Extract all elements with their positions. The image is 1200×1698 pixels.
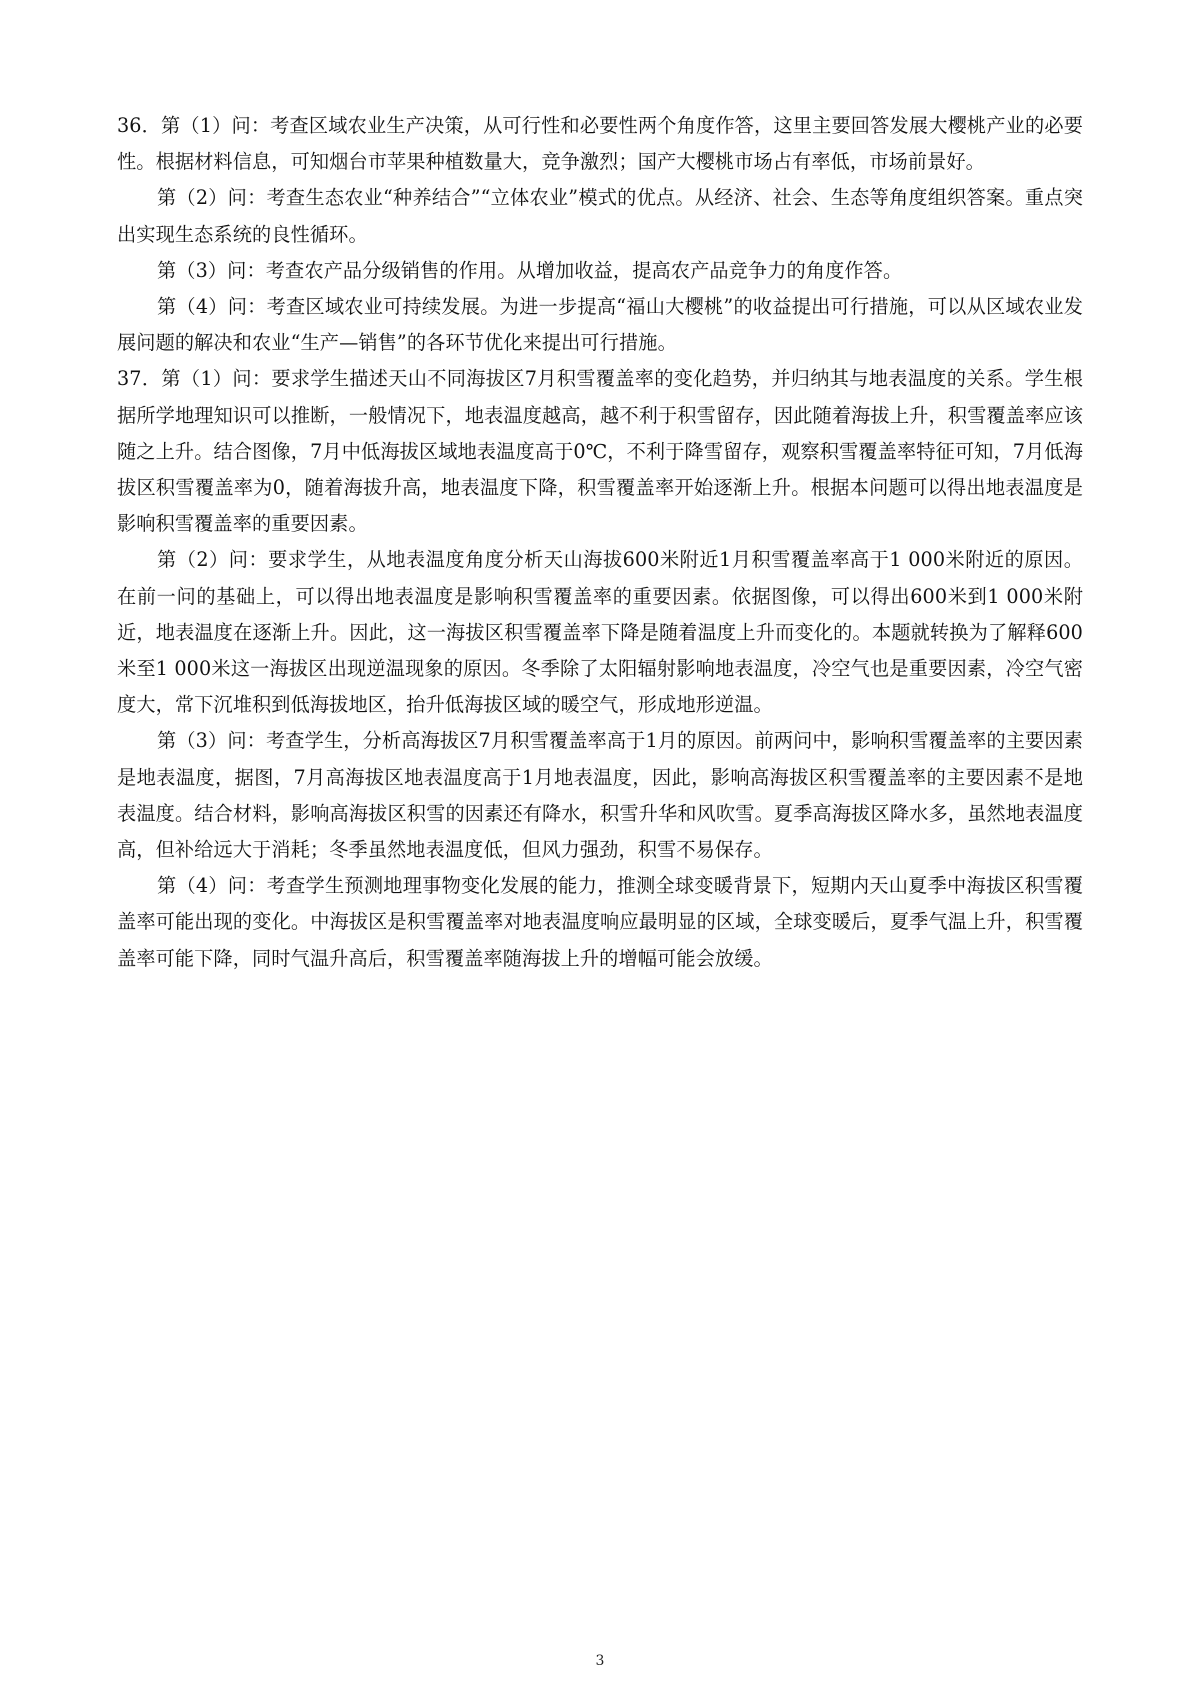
q36-part4-paragraph: 第（4）问：考查区域农业可持续发展。为进一步提高“福山大樱桃”的收益提出可行措施，可以从区域农业发展问题的解决和农业“生产—销售”的各环节优化来提出可行措施。: [117, 295, 1083, 355]
q37-part3-paragraph: 第（3）问：考查学生，分析高海拔区7月积雪覆盖率高于1月的原因。前两问中，影响积雪覆盖率的主要因素是地表温度，据图，7月高海拔区地表温度高于1月地表温度，因此，影响高海拔区积雪覆盖率的主要因素不是地表温度。结合材料，影响高海拔区积雪的因素还有降水，积雪升华和风吹雪。夏季高海拔区降水多，虽然地表温度高，但补给远大于消耗；冬季虽然地表温度低，但风力强劲，积雪不易保存。: [117, 729, 1083, 862]
page-number: 3: [595, 1653, 605, 1669]
q37-part2-paragraph: 第（2）问：要求学生，从地表温度角度分析天山海拔600米附近1月积雪覆盖率高于1 000米附近的原因。在前一问的基础上，可以得出地表温度是影响积雪覆盖率的重要因素。依据图像，可以得出600米到1 000米附近，地表温度在逐渐上升。因此，这一海拔区积雪覆盖率下降是随着温度上升而变化的。本题就转换为了解释600米至1 000米这一海拔区出现逆温现象的原因。冬季除了太阳辐射影响地表温度，冷空气也是重要因素，冷空气密度大，常下沉堆积到低海拔地区，抬升低海拔区域的暖空气，形成地形逆温。: [117, 548, 1083, 717]
answer-explanation-body: [117, 108, 1083, 977]
q36-part2-paragraph: 第（2）问：考查生态农业“种养结合”“立体农业”模式的优点。从经济、社会、生态等角度组织答案。重点突出实现生态系统的良性循环。: [117, 186, 1083, 246]
q37-part4-paragraph: 第（4）问：考查学生预测地理事物变化发展的能力，推测全球变暖背景下，短期内天山夏季中海拔区积雪覆盖率可能出现的变化。中海拔区是积雪覆盖率对地表温度响应最明显的区域，全球变暖后，夏季气温上升，积雪覆盖率可能下降，同时气温升高后，积雪覆盖率随海拔上升的增幅可能会放缓。: [117, 874, 1083, 970]
q37-part1-paragraph: 37．第（1）问：要求学生描述天山不同海拔区7月积雪覆盖率的变化趋势，并归纳其与地表温度的关系。学生根据所学地理知识可以推断，一般情况下，地表温度越高，越不利于积雪留存，因此随着海拔上升，积雪覆盖率应该随之上升。结合图像，7月中低海拔区域地表温度高于0℃，不利于降雪留存，观察积雪覆盖率特征可知，7月低海拔区积雪覆盖率为0，随着海拔升高，地表温度下降，积雪覆盖率开始逐渐上升。根据本问题可以得出地表温度是影响积雪覆盖率的重要因素。: [117, 367, 1083, 536]
q36-part3-paragraph: 第（3）问：考查农产品分级销售的作用。从增加收益，提高农产品竞争力的角度作答。: [157, 258, 903, 282]
q36-part1-paragraph: 36．第（1）问：考查区域农业生产决策，从可行性和必要性两个角度作答，这里主要回答发展大樱桃产业的必要性。根据材料信息，可知烟台市苹果种植数量大，竞争激烈；国产大樱桃市场占有率低，市场前景好。: [117, 114, 1083, 174]
